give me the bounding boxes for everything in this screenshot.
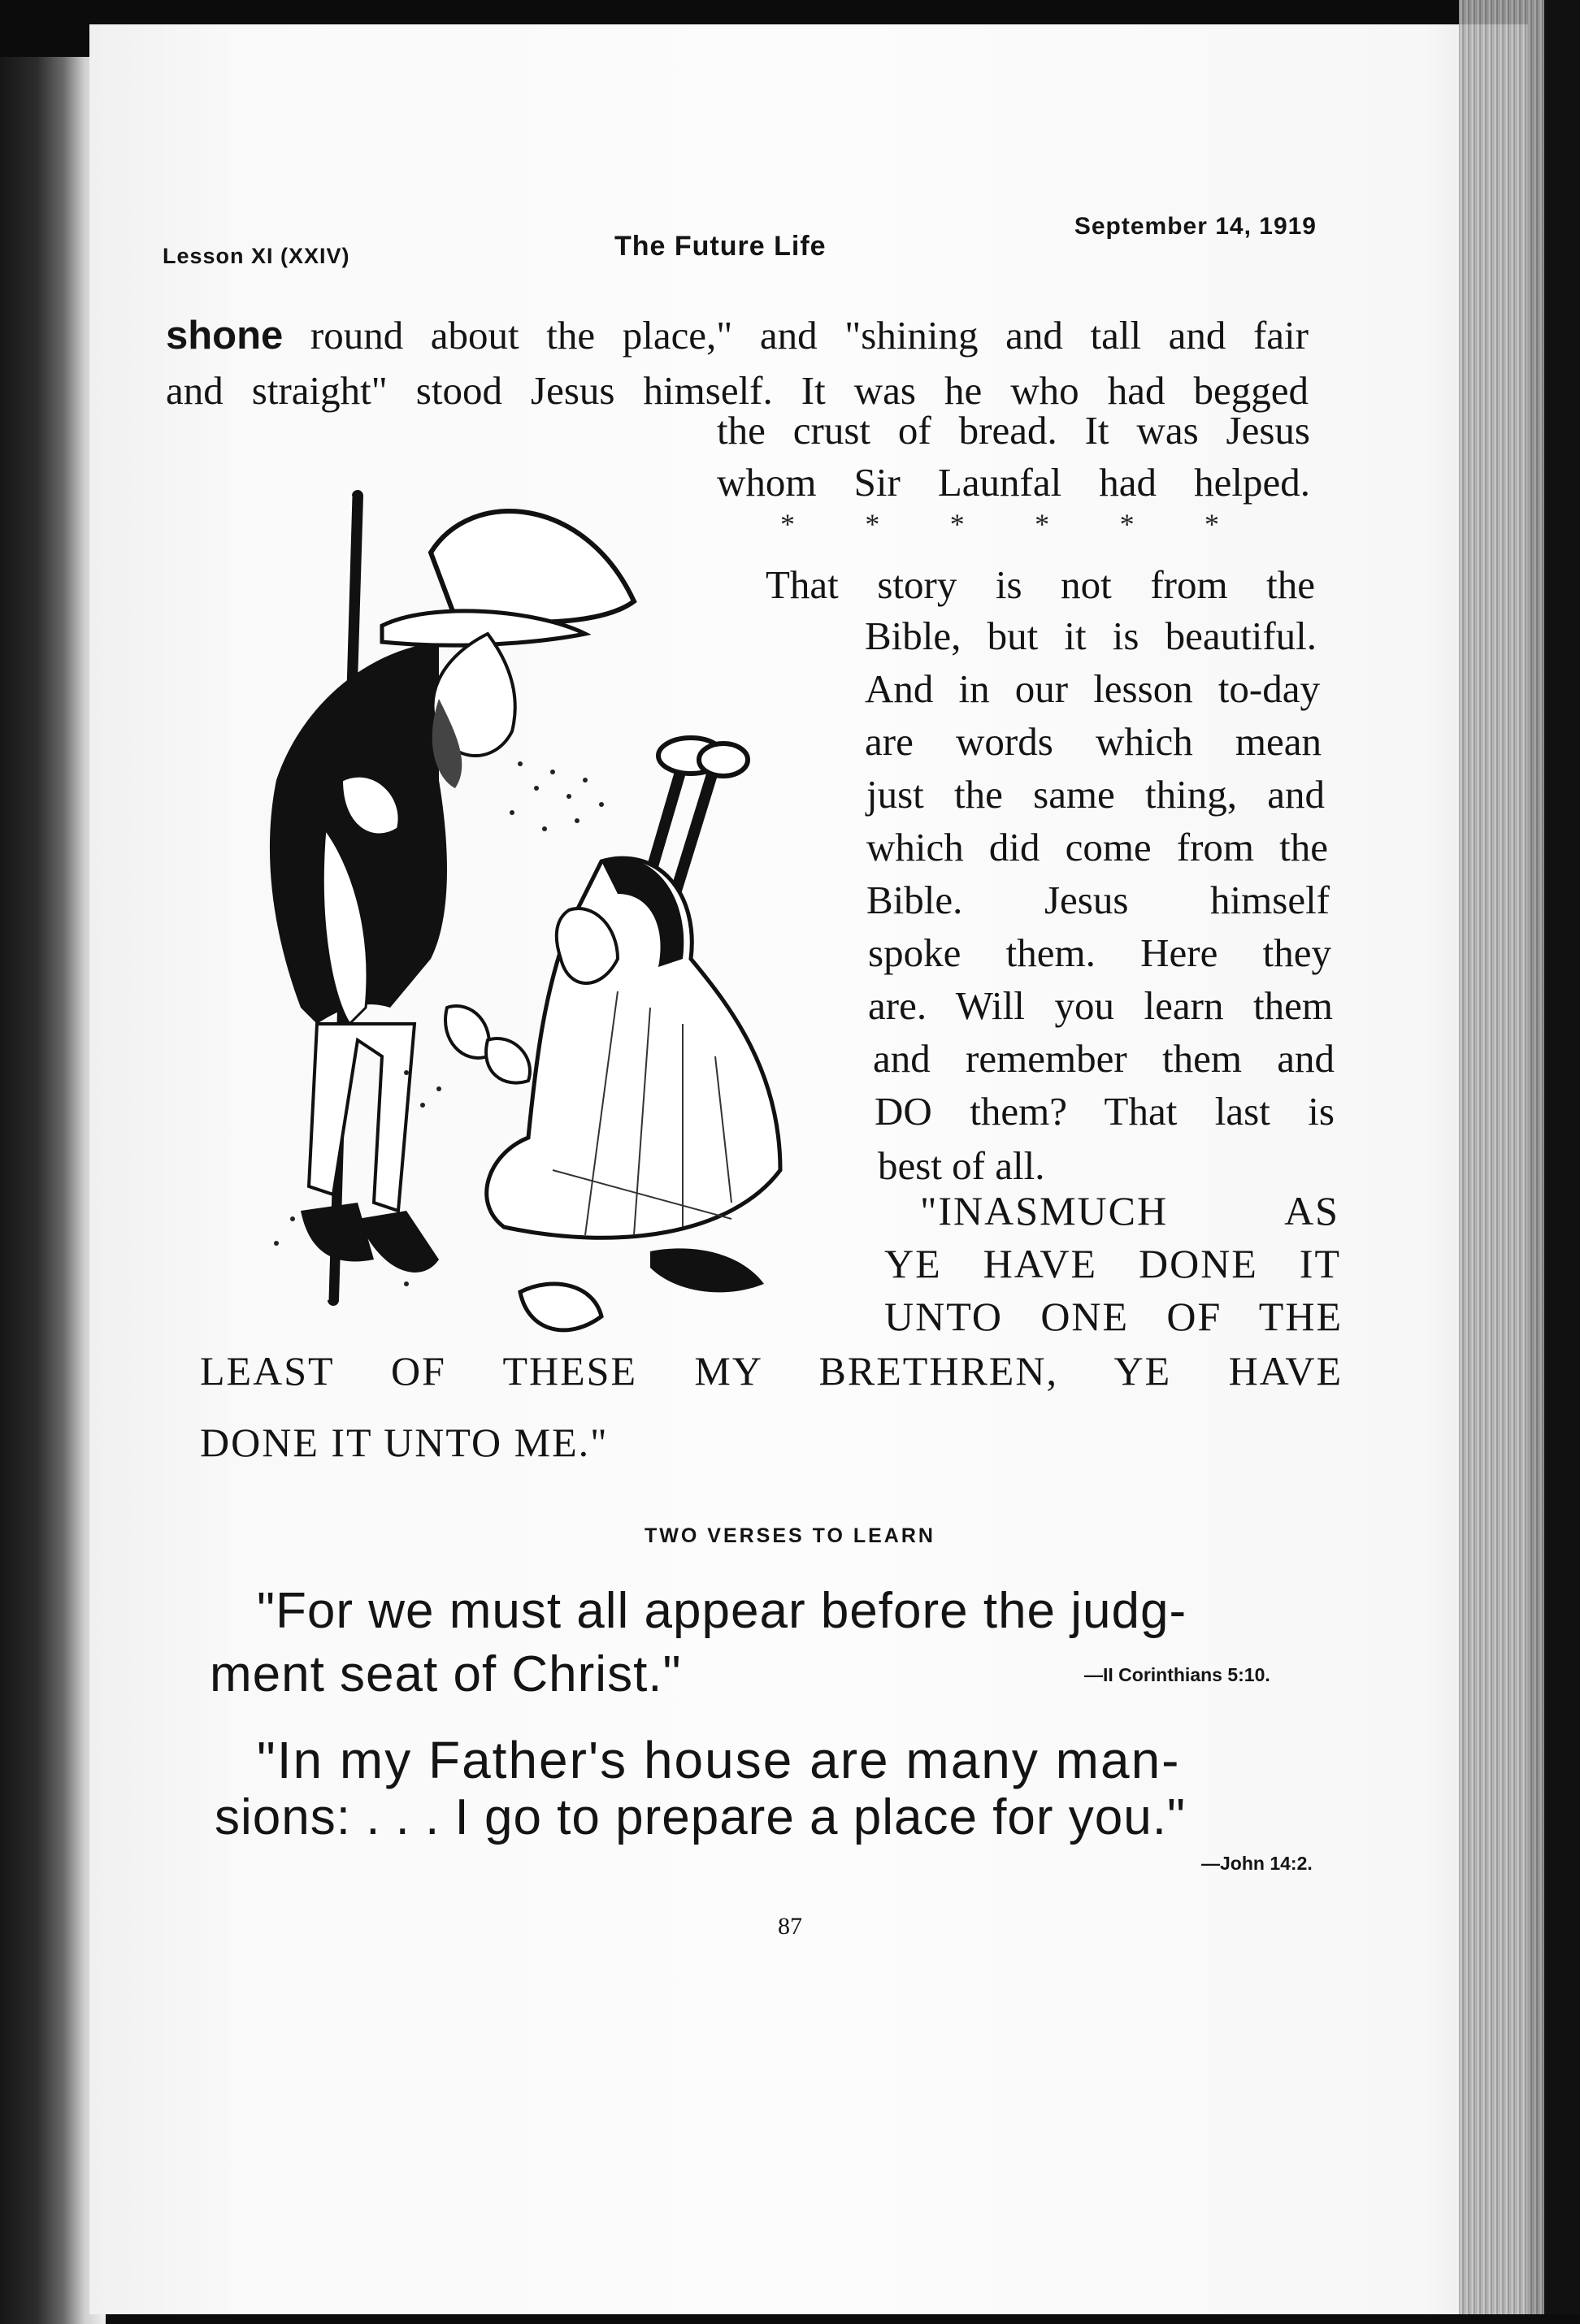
running-head xyxy=(163,213,1317,268)
quote-line-3: UNTO ONE OF THE xyxy=(884,1294,1343,1339)
para2-line-9: are. Will you learn them xyxy=(868,983,1333,1028)
chapter-title: The Future Life xyxy=(614,231,827,262)
verse-2-line-2: sions: . . . I go to prepare a place for you." xyxy=(215,1789,1186,1845)
seated-figure xyxy=(486,858,780,1330)
verse-1-line-2: ment seat of Christ." xyxy=(210,1646,682,1702)
quote-line-2: YE HAVE DONE IT xyxy=(884,1241,1341,1286)
verse-2-reference: —John 14:2. xyxy=(1201,1853,1313,1874)
lesson-date: September 14, 1919 xyxy=(1074,213,1317,240)
quote-line-1: "INASMUCH AS xyxy=(920,1188,1339,1234)
verse-2-line-1: "In my Father's house are many man- xyxy=(257,1731,1181,1789)
para2-line-8: spoke them. Here they xyxy=(868,930,1331,975)
para2-line-10: and remember them and xyxy=(873,1036,1335,1081)
para2-line-3: And in our lesson to-day xyxy=(865,666,1320,711)
body-line-2: and straight" stood Jesus himself. It was he who had begged xyxy=(166,368,1309,413)
divider-star: * xyxy=(1204,508,1219,540)
body-line-1 xyxy=(166,315,1309,356)
page-number: 87 xyxy=(778,1913,802,1940)
divider-star: * xyxy=(949,508,965,540)
para2-line-2: Bible, but it is beautiful. xyxy=(865,614,1317,658)
lesson-number: Lesson XI (XXIV) xyxy=(163,244,350,268)
para2-line-1: That story is not from the xyxy=(766,562,1315,607)
body-line-1-rest: round about the place," and "shining and tall and fair xyxy=(283,313,1309,358)
divider-star: * xyxy=(865,508,880,540)
section-heading: TWO VERSES TO LEARN xyxy=(645,1524,935,1547)
para2-line-11: DO them? That last is xyxy=(875,1089,1335,1134)
divider-star: * xyxy=(1035,508,1050,540)
quote-line-5: DONE IT UNTO ME." xyxy=(200,1420,609,1465)
divider-star: * xyxy=(780,508,795,540)
para2-line-5: just the same thing, and xyxy=(866,772,1325,817)
body-line-1-lead: shone xyxy=(166,314,284,358)
verse-1-line-1: "For we must all appear before the judg- xyxy=(257,1583,1187,1639)
para2-line-7: Bible. Jesus himself xyxy=(866,878,1330,922)
para2-line-6: which did come from the xyxy=(866,825,1328,869)
verse-1-reference: —II Corinthians 5:10. xyxy=(1084,1664,1270,1685)
para2-line-4: are words which mean xyxy=(865,719,1322,764)
quote-line-4: LEAST OF THESE MY BRETHREN, YE HAVE xyxy=(200,1348,1343,1394)
para2-line-12: best of all. xyxy=(878,1143,1045,1188)
divider-star: * xyxy=(1119,508,1135,540)
fore-edge-shadow xyxy=(1544,0,1580,2314)
body-line-4: whom Sir Launfal had helped. xyxy=(717,460,1310,505)
body-line-3: the crust of bread. It was Jesus xyxy=(717,408,1310,453)
illustration-pilgrim-and-leper xyxy=(163,439,878,1357)
